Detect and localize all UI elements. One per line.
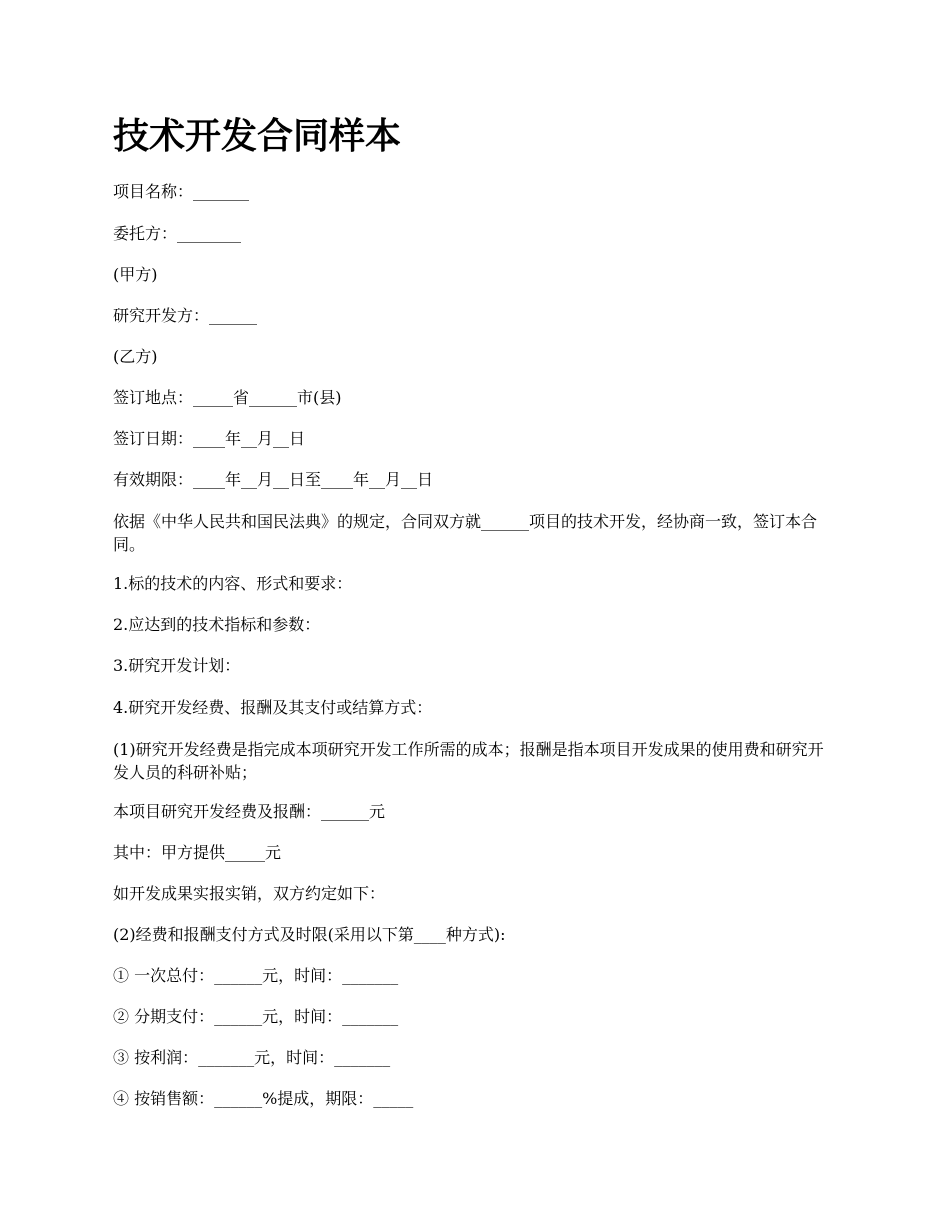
- clause-1: 1.标的技术的内容、形式和要求：: [113, 574, 353, 593]
- clause-2: 2.应达到的技术指标和参数：: [113, 615, 321, 634]
- party-a-label: (甲方): [113, 265, 158, 284]
- project-name-line: 项目名称：_______: [113, 182, 250, 201]
- reimbursement-line: 如开发成果实报实销，双方约定如下：: [113, 884, 386, 903]
- clause-4-1-paragraph: (1)研究开发经费是指完成本项研究开发工作所需的成本；报酬是指本项目开发成果的使用费和研究开发人员的科研补贴；: [113, 740, 824, 782]
- party-a-contribution-line: 其中：甲方提供_____元: [113, 843, 282, 862]
- preamble-paragraph: 依据《中华人民共和国民法典》的规定，合同双方就______项目的技术开发，经协商一致，签订本合同。: [113, 512, 818, 554]
- validity-period-line: 有效期限：____年__月__日至____年__月__日: [113, 470, 434, 489]
- payment-option-3: ③ 按利润：_______元，时间：_______: [113, 1048, 391, 1067]
- payment-option-1: ① 一次总付：______元，时间：_______: [113, 966, 399, 985]
- party-b-label: (乙方): [113, 347, 158, 366]
- total-fee-line: 本项目研究开发经费及报酬：______元: [113, 802, 386, 821]
- developer-line: 研究开发方：______: [113, 306, 258, 325]
- signing-date-line: 签订日期：____年__月__日: [113, 429, 306, 448]
- payment-option-2: ② 分期支付：______元，时间：_______: [113, 1007, 399, 1026]
- document-title: 技术开发合同样本: [113, 115, 402, 157]
- clause-4: 4.研究开发经费、报酬及其支付或结算方式：: [113, 698, 433, 717]
- payment-option-4: ④ 按销售额：______%提成，期限：_____: [113, 1089, 414, 1108]
- signing-place-line: 签订地点：_____省______市(县): [113, 388, 342, 407]
- clause-3: 3.研究开发计划：: [113, 656, 241, 675]
- clause-4-2: (2)经费和报酬支付方式及时限(采用以下第____种方式):: [113, 925, 506, 944]
- client-line: 委托方：________: [113, 224, 242, 243]
